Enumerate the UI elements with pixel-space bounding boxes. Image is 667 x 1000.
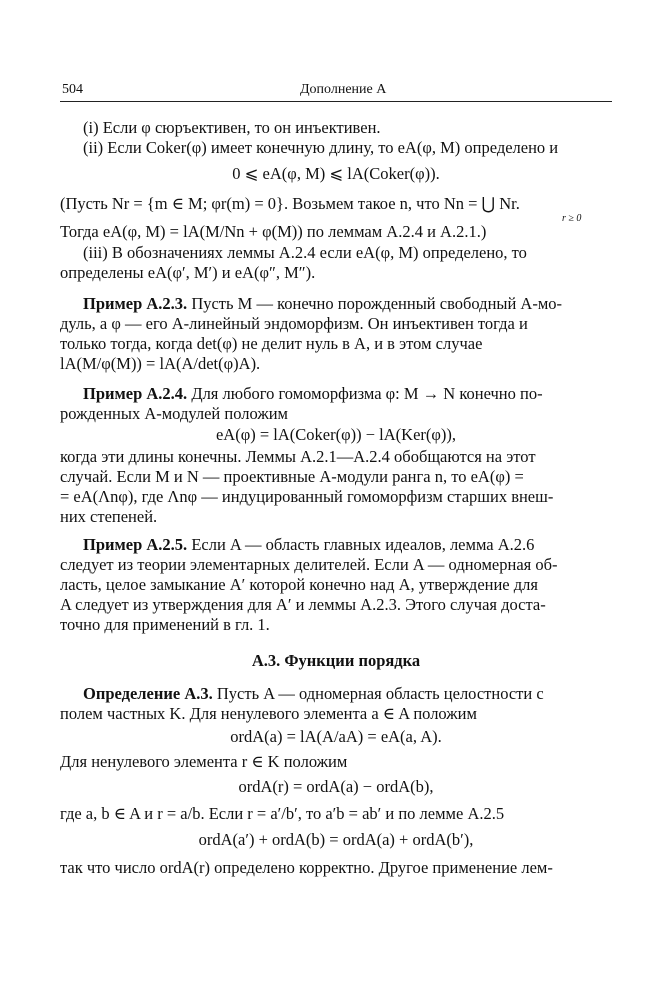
example-a23-line4: lA(M/φ(M)) = lA(A/det(φ)A). [60, 354, 261, 373]
example-a25-line5: точно для применений в гл. 1. [60, 615, 270, 634]
example-a24-formula: eA(φ) = lA(Coker(φ)) − lA(Ker(φ)), [215, 425, 457, 444]
definition-a3-line3: Для ненулевого элемента r ∈ K положим [60, 752, 348, 771]
definition-a3-line2: полем частных K. Для ненулевого элемента a ∈ A положим [60, 704, 477, 723]
definition-a3-formula2: ordA(r) = ordA(a) − ordA(b), [238, 777, 434, 796]
definition-a3-text1: Пусть A — одномерная область целостности с [216, 684, 544, 703]
example-a25-label: Пример А.2.5. [83, 535, 188, 554]
proof-line2: Тогда eA(φ, M) = lA(M/Nn + φ(M)) по леммам А.2.4 и А.2.1.) [60, 222, 487, 241]
example-a23-label: Пример А.2.3. [83, 294, 188, 313]
example-a24-line5: = eA(Λnφ), где Λnφ — индуцированный гомоморфизм старших внеш- [60, 487, 554, 506]
item-iii-line1: (iii) В обозначениях леммы А.2.4 если eA(φ, M) определено, то [83, 243, 527, 262]
definition-a3-line4: где a, b ∈ A и r = a/b. Если r = a′/b′, то a′b = ab′ и по лемме А.2.5 [60, 804, 505, 823]
example-a24-line3: когда эти длины конечны. Леммы А.2.1—А.2.4 обобщаются на этот [60, 447, 536, 466]
definition-a3-formula3: ordA(a′) + ordA(b) = ordA(a) + ordA(b′), [198, 830, 474, 849]
example-a23-line2: дуль, а φ — его A-линейный эндоморфизм. Он инъективен тогда и [60, 314, 528, 333]
example-a23-line1 [83, 294, 562, 314]
example-a24-label: Пример А.2.4. [83, 384, 188, 403]
definition-a3-label: Определение А.3. [83, 684, 213, 703]
section-title: А.3. Функции порядка [251, 651, 421, 670]
item-i: (i) Если φ сюръективен, то он инъективен. [83, 118, 381, 137]
running-title: Дополнение А [300, 82, 387, 97]
example-a25-line3: ласть, целое замыкание A′ которой конечно над A, утверждение для [60, 575, 538, 594]
union-index: r ≥ 0 [562, 213, 582, 224]
definition-a3-formula1: ordA(a) = lA(A/aA) = eA(a, A). [230, 727, 442, 746]
example-a24-line1 [83, 384, 543, 404]
example-a24-line2: рожденных A-модулей положим [60, 404, 288, 423]
example-a24-line6: них степеней. [60, 507, 158, 526]
item-iii-line2: определены eA(φ′, M′) и eA(φ″, M″). [60, 263, 316, 282]
example-a24-line4: случай. Если M и N — проективные A-модули ранга n, то eA(φ) = [60, 467, 524, 486]
definition-a3-line1 [83, 684, 544, 704]
item-ii-formula: 0 ⩽ eA(φ, M) ⩽ lA(Coker(φ)). [232, 164, 440, 183]
example-a25-line1 [83, 535, 534, 555]
example-a25-text1: Если A — область главных идеалов, лемма А.2.6 [191, 535, 535, 554]
page-number: 504 [62, 82, 83, 97]
example-a25-line2: следует из теории элементарных делителей. Если A — одномерная об- [60, 555, 558, 574]
definition-a3-line5: так что число ordA(r) определено корректно. Другое применение лем- [60, 858, 553, 877]
header-rule [60, 101, 612, 102]
example-a23-text1: Пусть M — конечно порожденный свободный A-мо- [191, 294, 563, 313]
example-a23-line3: только тогда, когда det(φ) не делит нуль в A, и в этом случае [60, 334, 483, 353]
example-a25-line4: A следует из утверждения для A′ и леммы А.2.3. Этого случая доста- [60, 595, 546, 614]
item-ii-line1: (ii) Если Coker(φ) имеет конечную длину, то eA(φ, M) определено и [83, 138, 559, 157]
example-a24-text1: Для любого гомоморфизма φ: M → N конечно по- [191, 384, 543, 403]
proof-line1: (Пусть Nr = {m ∈ M; φr(m) = 0}. Возьмем такое n, что Nn = ⋃ Nr. [60, 194, 520, 213]
